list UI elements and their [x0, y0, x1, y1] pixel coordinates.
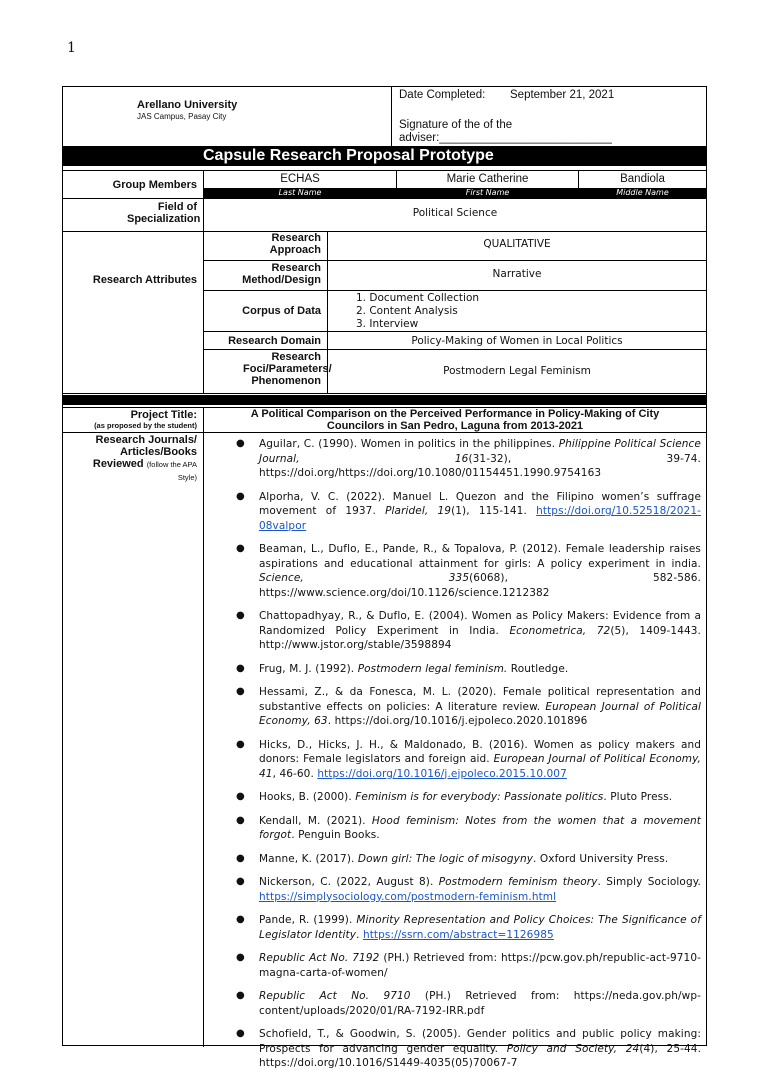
reference-source: Feminism is for everybody: Passionate politics	[355, 791, 604, 803]
corpus-list	[356, 292, 479, 331]
reference-item	[231, 913, 701, 942]
page-title: Capsule Research Proposal Prototype	[203, 147, 494, 164]
reference-item	[231, 951, 701, 980]
first-name-value: Marie Catherine	[446, 173, 529, 185]
reference-text: Hicks, D., Hicks, J. H., & Maldonado, B. (2016). Women as policy makers and donors: Female legislators and foreign aid.	[259, 738, 701, 765]
domain-value: Policy-Making of Women in Local Politics	[411, 335, 623, 347]
reference-list	[231, 437, 701, 1080]
reference-details: (1), 115-141.	[451, 505, 537, 517]
last-name-caption: Last Name	[278, 188, 322, 197]
reference-link[interactable]: https://simplysociology.com/postmodern-feminism.html	[259, 890, 557, 903]
foci-label: Research Foci/Parameters/ Phenomenon	[243, 351, 332, 387]
reference-item	[231, 437, 701, 481]
method-label: Research Method/Design	[242, 262, 321, 286]
reference-text: Aguilar, C. (1990). Women in politics in the philippines.	[259, 438, 559, 450]
date-value: September 21, 2021	[510, 89, 615, 101]
reference-item	[231, 609, 701, 653]
reference-details: (4), 25-44. https://doi.org/10.1016/S1449-4035(05)70067-7	[259, 1042, 702, 1069]
corpus-item: 1. Document Collection	[356, 292, 480, 304]
reference-details: .	[356, 928, 363, 941]
reference-details: . Oxford University Press.	[533, 852, 669, 865]
reference-link[interactable]: https://doi.org/10.1016/j.ejpoleco.2015.10.007	[317, 767, 567, 780]
reference-source: European Journal of Political Economy, 41	[259, 753, 702, 780]
reference-item	[231, 1027, 701, 1071]
reference-text: Pande, R. (1999).	[259, 914, 357, 926]
reference-item	[231, 814, 701, 843]
page-number: 1	[67, 40, 76, 56]
reference-text: Hooks, B. (2000).	[259, 791, 356, 803]
reference-source: Minority Representation and Policy Choices: The Significance of Legislator Identity	[259, 914, 701, 941]
reference-details: (6068), 582-586. https://www.science.org/doi/10.1126/science.1212382	[259, 572, 701, 599]
reference-source: Republic Act No. 9710	[259, 990, 411, 1002]
reference-source: Plaridel, 19	[385, 505, 452, 517]
reference-source: European Journal of Political Economy, 63	[259, 700, 701, 727]
reference-text: Kendall, M. (2021).	[259, 814, 372, 827]
bullet-icon: ●	[236, 814, 245, 826]
journals-label-text: Research Journals/ Articles/Books Reviewed	[92, 434, 197, 470]
reference-link[interactable]: https://ssrn.com/abstract=1126985	[362, 928, 554, 941]
middle-name-caption: Middle Name	[616, 188, 669, 197]
reference-source: Republic Act No. 7192	[259, 952, 380, 964]
adviser-signature-line: adviser:___________________________	[399, 132, 612, 144]
approach-value: QUALITATIVE	[483, 238, 551, 250]
project-title	[204, 408, 706, 432]
project-title-label: Project Title:	[130, 409, 197, 421]
last-name-value: ECHAS	[280, 173, 320, 185]
approach-label: Research Approach	[269, 232, 321, 256]
proposal-form	[62, 86, 707, 1069]
bullet-icon: ●	[236, 543, 245, 554]
group-members-label: Group Members	[112, 179, 197, 191]
reference-text: Schofield, T., & Goodwin, S. (2005). Gender politics and public policy making: Prospects for advancing gender equality.	[259, 1028, 701, 1055]
reference-details: (31-32), 39-74. https://doi.org/https://doi.org/10.1080/01154451.1990.9754163	[259, 452, 701, 479]
reference-link[interactable]: https://doi.org/10.52518/2021-08valpor	[259, 505, 701, 532]
reference-details: . Simply Sociology.	[597, 876, 701, 888]
corpus-item: 3. Interview	[356, 318, 419, 330]
reference-item	[231, 738, 701, 782]
reference-text: Chattopadhyay, R., & Duflo, E. (2004). Women as Policy Makers: Evidence from a Randomized Policy Experiment in India.	[259, 610, 701, 637]
reference-details: , 46-60.	[272, 767, 318, 780]
domain-label: Research Domain	[228, 335, 321, 347]
bullet-icon: ●	[236, 686, 245, 697]
reference-details: (PH.) Retrieved from: https://neda.gov.ph/wp-content/uploads/2020/01/RA-7192-IRR.pdf	[259, 990, 702, 1017]
reference-source: Philippine Political Science Journal, 16	[259, 438, 701, 465]
reference-source: Down girl: The logic of misogyny	[357, 852, 534, 865]
reference-text: Beaman, L., Duflo, E., Pande, R., & Topalova, P. (2012). Female leadership raises aspirations and educational attainment for girls: A policy experiment in india.	[259, 543, 701, 570]
bullet-icon: ●	[236, 738, 245, 750]
date-label: Date Completed:	[399, 89, 486, 101]
bullet-icon: ●	[236, 990, 245, 1001]
reference-text: Frug, M. J. (1992).	[259, 662, 358, 675]
reference-item	[231, 852, 701, 867]
bullet-icon: ●	[236, 1028, 245, 1039]
university-name: Arellano University	[137, 99, 238, 111]
field-value: Political Science	[412, 207, 498, 219]
bullet-icon: ●	[236, 791, 245, 802]
reference-item	[231, 662, 701, 677]
reference-details: . Pluto Press.	[603, 791, 673, 803]
reference-item	[231, 790, 701, 805]
journals-sublabel: (follow the APA Style)	[146, 460, 197, 482]
reference-item	[231, 490, 701, 534]
bullet-icon: ●	[236, 490, 245, 502]
reference-text: Alporha, V. C. (2022). Manuel L. Quezon and the Filipino women’s suffrage movement of 1937.	[259, 490, 701, 517]
reference-source: Econometrica, 72	[509, 624, 611, 637]
reference-details: . Penguin Books.	[291, 829, 380, 841]
reference-item	[231, 989, 701, 1018]
reference-item	[231, 875, 701, 904]
reference-source: Hood feminism: Notes from the women that a movement forgot	[259, 814, 701, 841]
research-attributes-label: Research Attributes	[92, 274, 197, 286]
project-title-line: Councilors in San Pedro, Laguna from 2013-2021	[326, 420, 584, 432]
reference-details: (5), 1409-1443. http://www.jstor.org/stable/3598894	[259, 624, 701, 651]
bullet-icon: ●	[236, 952, 245, 963]
project-title-sublabel: (as proposed by the student)	[94, 421, 197, 430]
middle-name-value: Bandiola	[620, 173, 665, 185]
bullet-icon: ●	[236, 876, 245, 887]
corpus-item: 2. Content Analysis	[356, 305, 458, 317]
reference-details: (PH.) Retrieved from: https://pcw.gov.ph/republic-act-9710-magna-carta-of-women/	[259, 952, 701, 979]
first-name-caption: First Name	[465, 188, 510, 197]
campus-name: JAS Campus, Pasay City	[137, 112, 227, 121]
reference-source: Science, 335	[259, 572, 470, 584]
field-label: Field of Specialization	[127, 201, 201, 225]
reference-text: Nickerson, C. (2022, August 8).	[259, 876, 439, 888]
bullet-icon: ●	[236, 610, 245, 621]
reference-source: Postmodern legal feminism.	[357, 662, 508, 675]
reference-text: Hessami, Z., & da Fonesca, M. L. (2020). Female political representation and substantive effects on policies: A literature review.	[259, 686, 701, 713]
reference-item	[231, 685, 701, 729]
project-title-line: A Political Comparison on the Perceived Performance in Policy-Making of City	[250, 408, 660, 420]
reference-source: Policy and Society, 24	[506, 1042, 640, 1055]
reference-item	[231, 542, 701, 600]
reference-details: . https://doi.org/10.1016/j.ejpoleco.2020.101896	[327, 715, 588, 727]
signature-label: Signature of the of the	[399, 119, 513, 131]
foci-value: Postmodern Legal Feminism	[443, 365, 591, 377]
journals-label	[67, 434, 197, 484]
reference-source: Postmodern feminism theory	[438, 876, 598, 888]
bullet-icon: ●	[236, 852, 245, 864]
bullet-icon: ●	[236, 662, 245, 674]
bullet-icon: ●	[236, 438, 245, 449]
bullet-icon: ●	[236, 914, 245, 925]
reference-details: Routledge.	[507, 662, 569, 675]
corpus-label: Corpus of Data	[242, 305, 321, 317]
reference-text: Manne, K. (2017).	[259, 852, 358, 865]
method-value: Narrative	[492, 268, 542, 280]
